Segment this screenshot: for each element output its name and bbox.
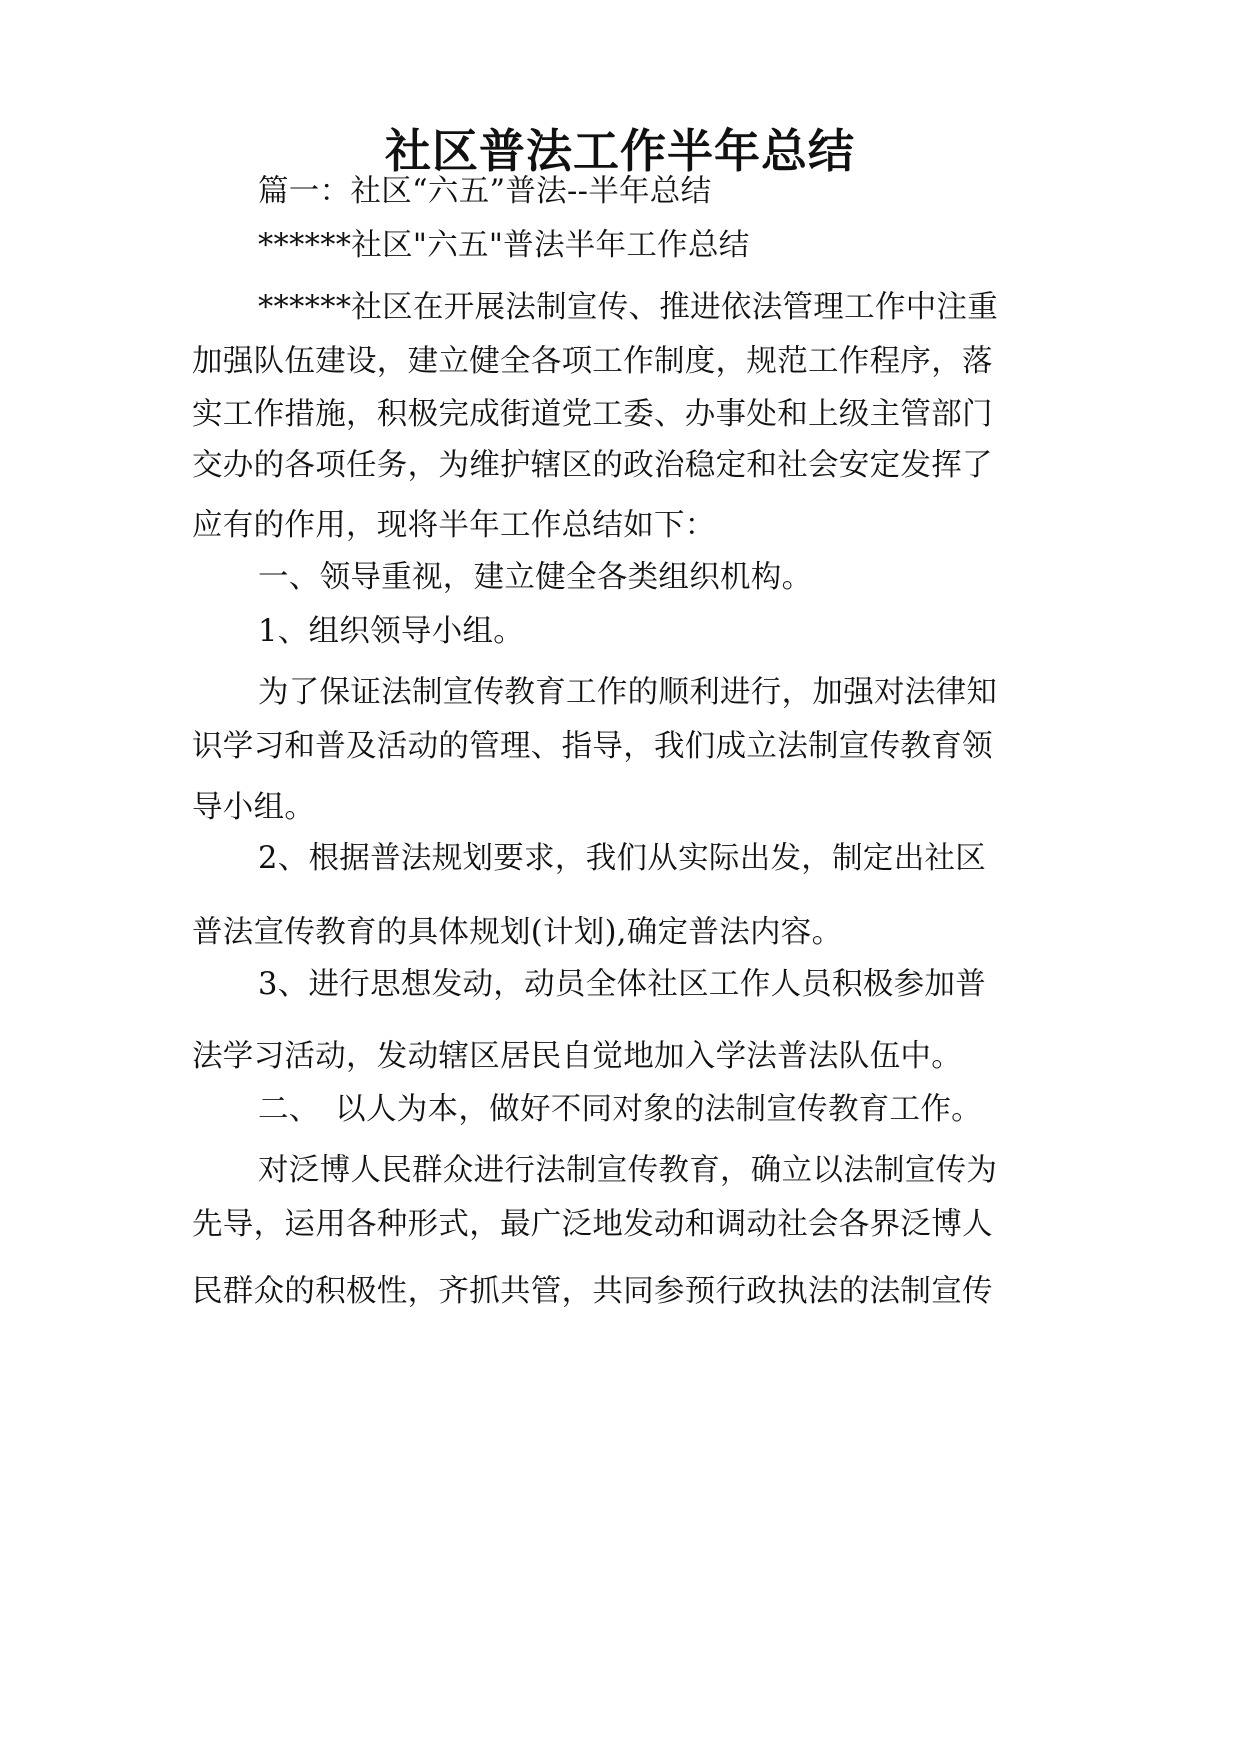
text-line: 交办的各项任务，为维护辖区的政治稳定和社会安定发挥了 (192, 448, 993, 483)
text-line: 加强队伍建设，建立健全各项工作制度，规范工作程序，落 (192, 344, 993, 379)
text-line: 对泛博人民群众进行法制宣传教育，确立以法制宣传为 (258, 1153, 998, 1188)
text-line: 先导，运用各种形式，最广泛地发动和调动社会各界泛博人 (192, 1207, 993, 1242)
text-line: 导小组。 (192, 790, 316, 825)
text-line: 法学习活动，发动辖区居民自觉地加入学法普法队伍中。 (192, 1039, 962, 1074)
text-line: 应有的作用，现将半年工作总结如下： (192, 508, 716, 543)
text-line: 1、组织领导小组。 (258, 614, 525, 649)
text-line: 为了保证法制宣传教育工作的顺利进行，加强对法律知 (258, 675, 998, 710)
document-title: 社区普法工作半年总结 (385, 124, 855, 178)
text-line: 识学习和普及活动的管理、指导，我们成立法制宣传教育领 (192, 729, 993, 764)
text-line: 2、根据普法规划要求，我们从实际出发，制定出社区 (258, 841, 987, 876)
text-line: 篇一：社区“六五”普法--半年总结 (258, 174, 712, 209)
text-line: 一、领导重视，建立健全各类组织机构。 (258, 560, 813, 595)
text-line: ******社区在开展法制宣传、推进依法管理工作中注重 (258, 290, 999, 325)
text-line: 实工作措施，积极完成街道党工委、办事处和上级主管部门 (192, 397, 993, 432)
text-line: 二、 以人为本，做好不同对象的法制宣传教育工作。 (258, 1092, 982, 1127)
text-line: 3、进行思想发动，动员全体社区工作人员积极参加普 (258, 967, 987, 1002)
text-line: 普法宣传教育的具体规划(计划),确定普法内容。 (192, 915, 843, 950)
text-line: ******社区"六五"普法半年工作总结 (258, 228, 750, 263)
text-line: 民群众的积极性，齐抓共管，共同参预行政执法的法制宣传 (192, 1274, 993, 1309)
